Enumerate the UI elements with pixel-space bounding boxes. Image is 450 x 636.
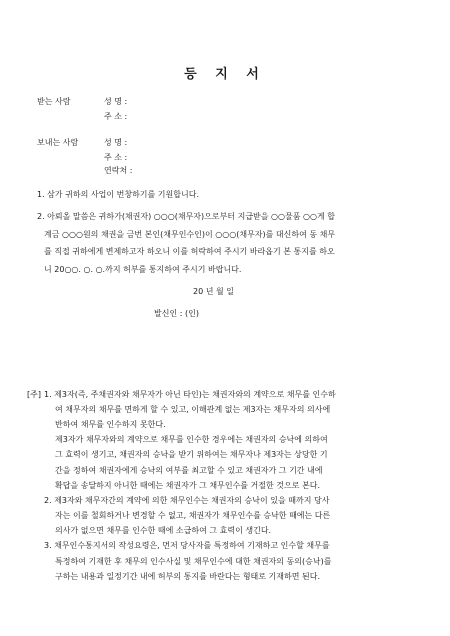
body-paragraph-2 [37, 208, 335, 278]
note-line: 간을 정하여 채권자에게 승낙의 여부를 최고할 수 있고 채권자가 그 기간 내에 [55, 466, 323, 475]
body-paragraph-2-line: 계금 ○○○원의 채권을 금번 본인(채무인수인)이 ○○○(채무자)를 대신하여 동 채무 [44, 229, 336, 239]
note-line: 확답을 송달하지 아니한 때에는 채권자가 그 채무인수를 거절한 것으로 본다. [55, 481, 320, 490]
recipient-name-label: 성 명 : [104, 97, 128, 106]
body-paragraph-2-line: 를 직접 귀하에게 변제하고자 하오니 이를 허락하여 주시기 바라옵기 본 통지를 하오 [44, 247, 335, 256]
document-title: 등 지 서 [184, 67, 266, 82]
sender-label: 보내는 사람 [37, 138, 79, 147]
sender-name-label: 성 명 : [104, 138, 128, 147]
date-line: 20 년 월 일 [193, 287, 234, 296]
notes-label: [주] [27, 390, 41, 399]
note-line: 3. 채무인수통지서의 작성요령은, 먼저 당사자를 특정하여 기재하고 인수할 채무를 [44, 541, 330, 550]
body-paragraph-2-line: 니 20○○. ○. ○.까지 허부를 통지하여 주시기 바랍니다. [44, 264, 242, 274]
note-line: 자는 이를 철회하거나 변경할 수 없고, 채권자가 채무인수를 승낙한 때에는 다른 [55, 511, 331, 520]
note-line: 특정하여 기재한 후 채무의 인수사실 및 채무인수에 대한 채권자의 동의(승낙)를 [55, 557, 332, 566]
sender-contact-label: 연락처 : [104, 166, 133, 175]
recipient-label: 받는 사람 [37, 97, 71, 106]
sender-address-label: 주 소 : [104, 153, 128, 162]
note-line: 1. 제3자(즉, 주채권자와 채무자가 아닌 타인)는 채권자와의 계약으로 채무를 인수하 [44, 390, 336, 399]
note-line: 여 채무자의 채무를 면하게 할 수 있고, 이해관계 없는 제3자는 채무자의 의사에 [55, 405, 331, 414]
body-paragraph-1: 1. 삼가 귀하의 사업이 번창하기를 기원합니다. [37, 190, 199, 199]
note-line: 그 효력이 생기고, 채권자의 승낙을 받기 위하여는 채무자나 제3자는 상당한 기 [55, 450, 328, 459]
body-paragraph-2-line: 2. 아뢰올 말씀은 귀하가(채권자) ○○○(채무자)으로부터 지급받을 ○○물품 ○○게 합 [37, 212, 335, 221]
sender-signature-line: 발신인 : (인) [154, 309, 199, 318]
note-line: 반하여 채무를 인수하지 못한다. [55, 420, 166, 429]
note-line: 의사가 없으면 채무를 인수한 때에 소급하여 그 효력이 생긴다. [55, 526, 272, 535]
note-line: 구하는 내용과 일정기간 내에 허부의 통지를 바란다는 형태로 기재하면 된다. [55, 572, 320, 581]
note-line: 2. 제3자와 채무자간의 계약에 의한 채무인수는 채권자의 승낙이 있을 때까지 당사 [44, 496, 330, 505]
note-line: 제3자가 채무자와의 계약으로 채무를 인수한 경우에는 채권자의 승낙에 의하여 [55, 435, 328, 444]
recipient-address-label: 주 소 : [104, 112, 128, 121]
